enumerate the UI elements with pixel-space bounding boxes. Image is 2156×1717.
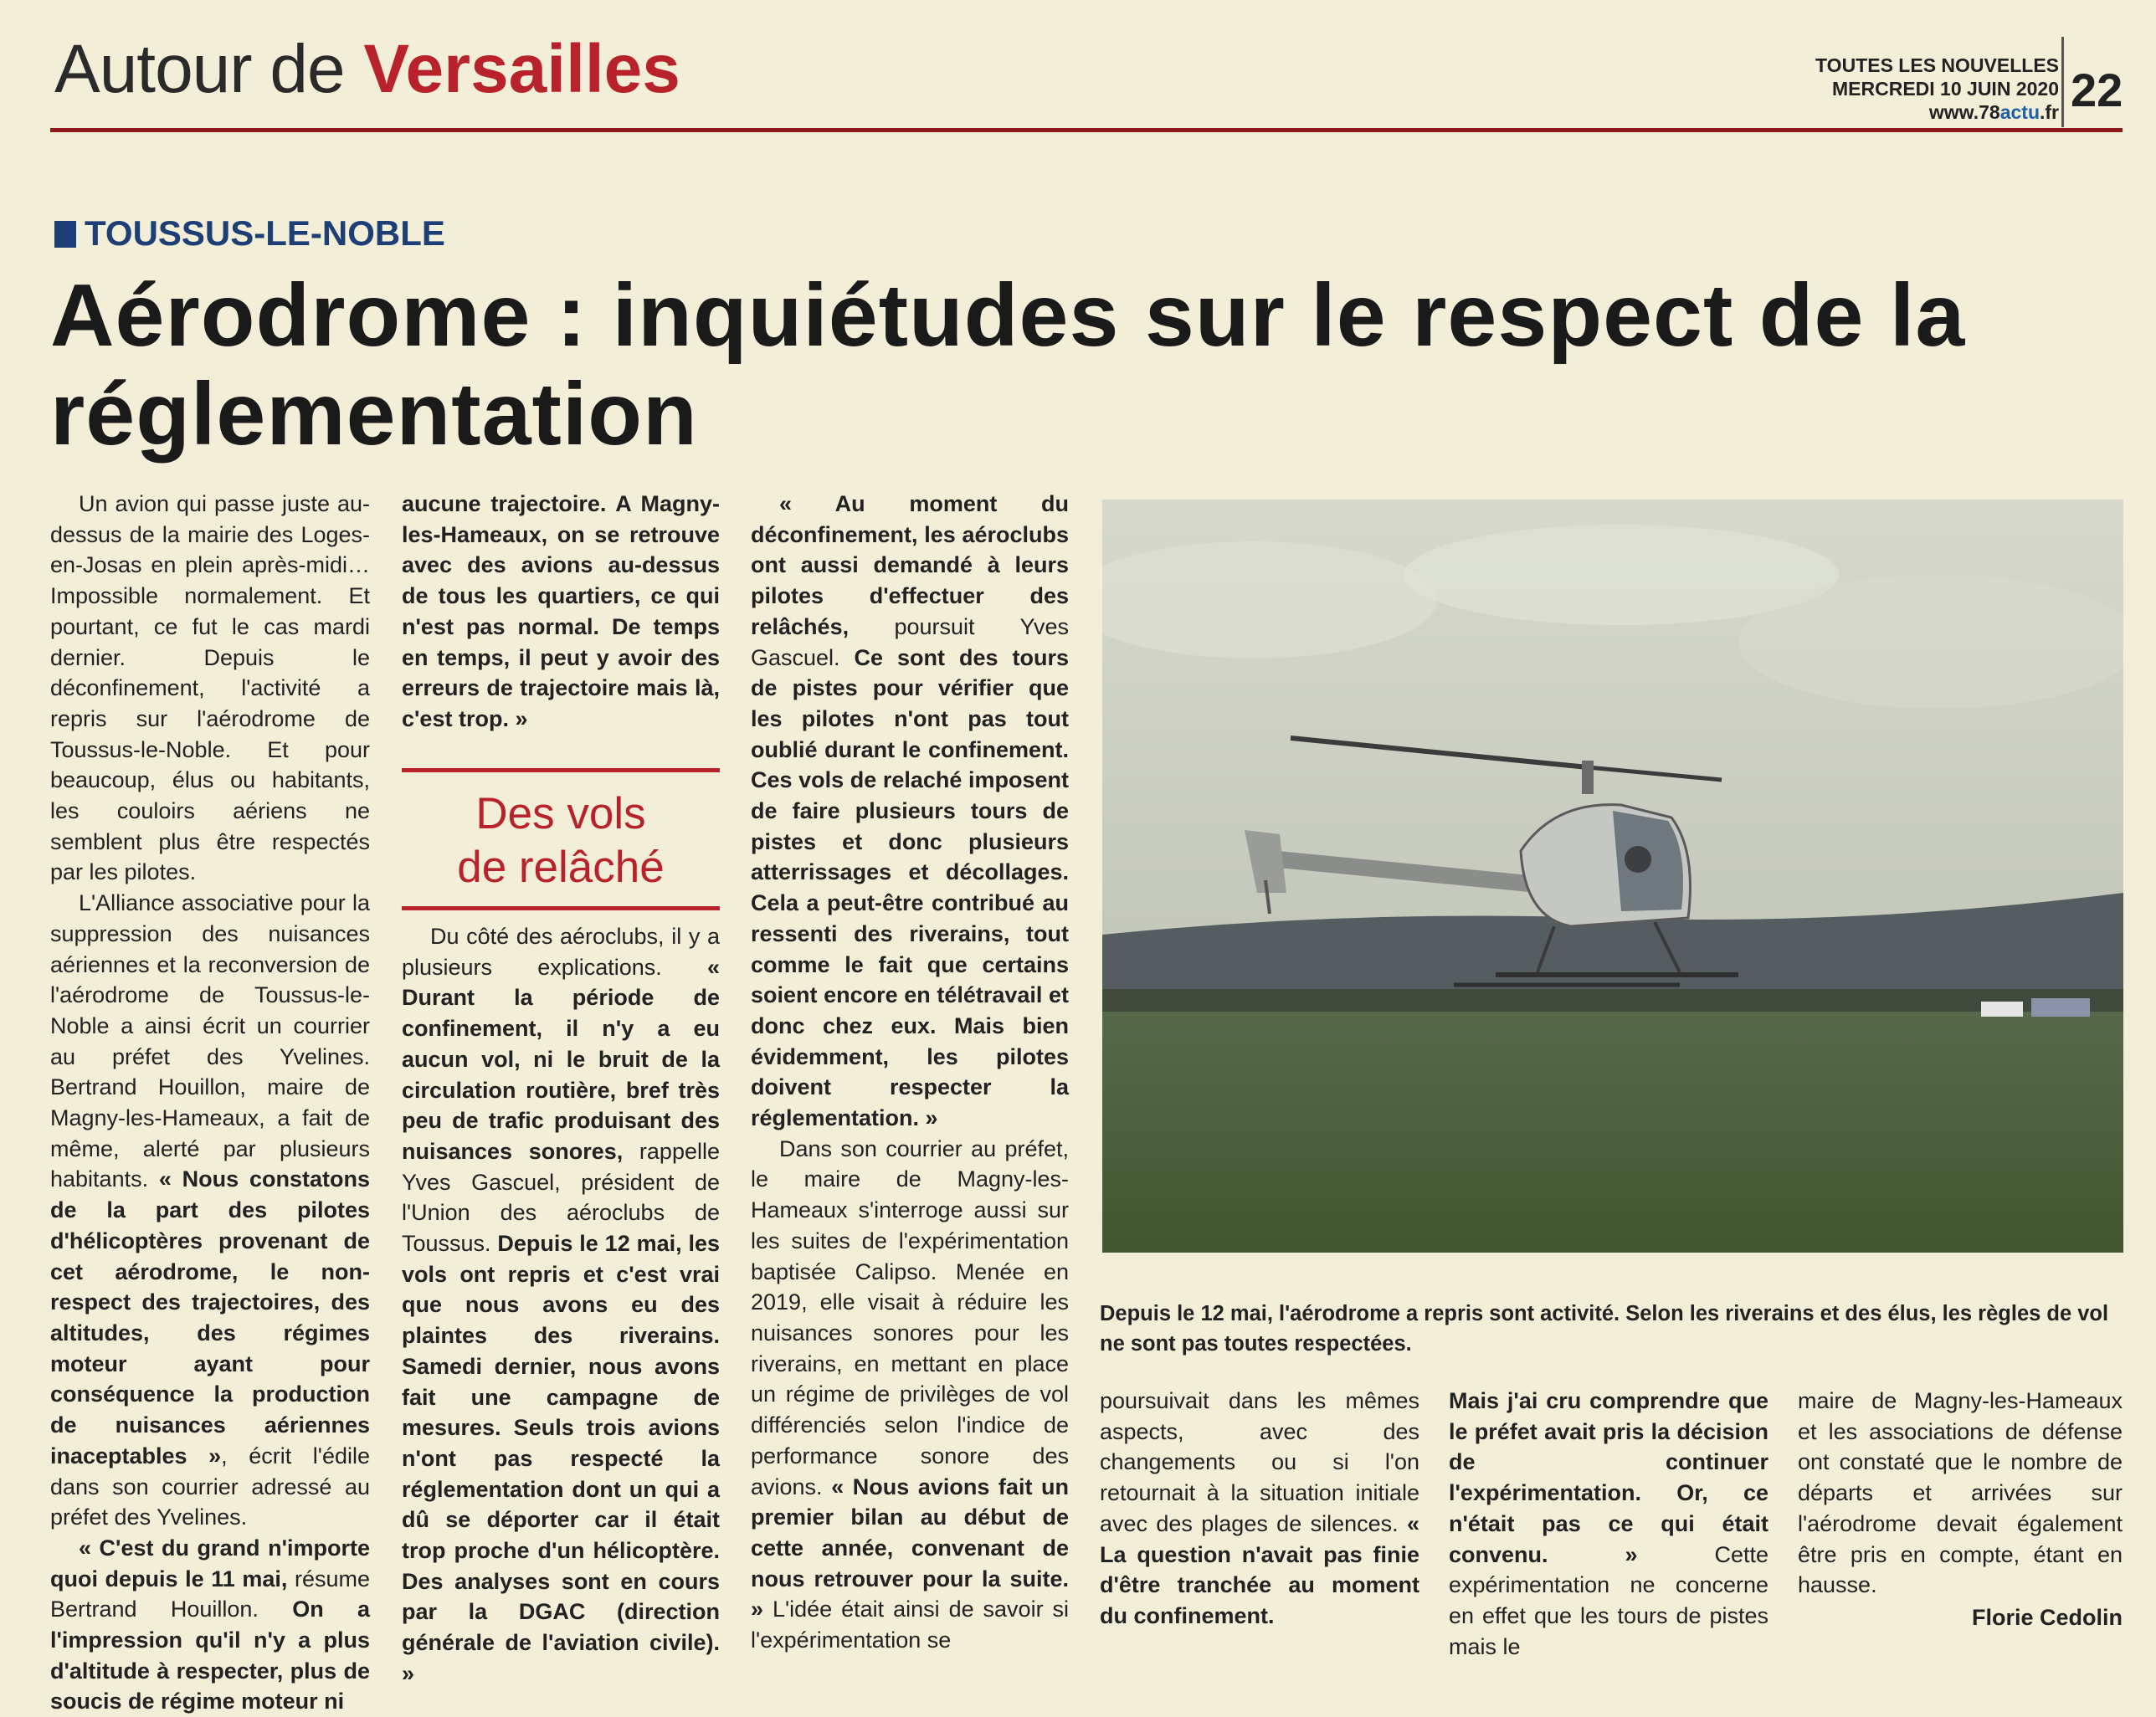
publication-url[interactable] <box>1815 100 2059 124</box>
text-run: Du côté des aéroclubs, il y a plusieurs explications. <box>402 924 720 980</box>
article-column-6 <box>1798 1386 2123 1633</box>
rubric <box>54 213 445 253</box>
quote: « Nous constatons de la part des pilotes d'hélicoptères provenant de cet aérodrome, le non-respect des trajectoires, des altitudes, des régimes moteur ayant pour conséquence la production de nuisances aériennes inaceptables » <box>50 1166 370 1468</box>
headline: Aérodrome : inquiétudes sur le respect de la réglementation <box>50 266 1966 464</box>
text-run: L'Alliance associative pour la suppression des nuisances aériennes et la reconversion de l'aérodrome de Toussus-le-Noble a ainsi écrit un courrier au préfet des Yvelines. Bertrand Houillon, maire de Magny-les-Hameaux, a fait de même, alerté par plusieurs habitants. <box>50 890 370 1192</box>
url-suffix: .fr <box>2040 101 2059 123</box>
quote: On a l'impression qu'il n'y a plus d'altitude à respecter, plus de soucis de régime moteur ni <box>50 1597 371 1714</box>
quote: « Durant la période de confinement, il n'y a eu aucun vol, ni le bruit de la circulation routière, bref très peu de trafic produisant des nuisances sonores, <box>402 954 720 1164</box>
text-run: résume Bertrand Houillon. <box>50 1566 370 1622</box>
subheading-line-2: de relâché <box>457 843 665 892</box>
paragraph: Un avion qui passe juste au-dessus de la mairie des Loges-en-Josas en plein après-midi… Impossible normalement. Et pourtant, ce fut le cas mardi dernier. Depuis le déconfinement, l'activité a repris sur l'aérodrome de Toussus-le-Noble. Et pour beaucoup, élus ou habitants, les couloirs aériens ne semblent plus être respectés par les pilotes. <box>50 491 370 885</box>
quote: aucune trajectoire. A Magny-les-Hameaux, on se retrouve avec des avions au-dessus de tous les quartiers, ce qui n'est pas normal. De temps en temps, il peut y avoir des erreurs de trajectoire mais là, c'est trop. » <box>402 491 720 731</box>
subheading-text <box>402 787 720 894</box>
quote: « La question n'avait pas finie d'être tranchée au moment du confinement. <box>1100 1510 1419 1628</box>
paragraph <box>751 489 1069 1134</box>
publication-date: MERCREDI 10 JUIN 2020 <box>1832 78 2059 100</box>
quote: Mais j'ai cru comprendre que le préfet avait pris la décision de continuer l'expérimentation. Or, ce n'était pas ce qui était convenu. » <box>1449 1388 1768 1567</box>
text-run: Dans son courrier au préfet, le maire de Magny-les-Hameaux s'interroge aussi sur les suites de l'expérimentation baptisée Calipso. Menée en 2019, elle visait à réduire les nuisances sonores pour les riverains, en mettant en place un régime de privilèges de vol différenciés selon l'indice de performance sonore des avions. <box>751 1135 1069 1499</box>
section-prefix: Autour de <box>54 31 345 107</box>
section-city: Versailles <box>363 31 680 107</box>
url-accent: actu <box>1999 101 2040 123</box>
article-column-1 <box>50 489 370 1717</box>
subheading-line-1: Des vols <box>475 789 646 838</box>
text-run: Cette expérimentation ne concerne en effet que les tours de pistes mais le <box>1449 1541 1768 1659</box>
helicopter-photo <box>1102 500 2123 1253</box>
section-title <box>54 31 680 107</box>
quote: « Nous avions fait un premier bilan au début de cette année, convenant de nous retrouver pour la suite. » <box>751 1474 1069 1622</box>
text-run: L'idée était ainsi de savoir si l'expérimentation se <box>751 1597 1069 1653</box>
helicopter-illustration <box>1102 500 2123 1253</box>
distant-vehicle <box>1981 1002 2023 1017</box>
quote: Ce sont des tours de pistes pour vérifier que les pilotes n'ont pas tout oublié durant le confinement. Ces vols de relaché imposent de faire plusieurs tours de pistes et donc plusieurs atterrissages et décollages. Cela a peut-être contribué au ressenti des riverains, tout comme le fait que certains soient encore en télétravail et donc chez eux. Mais bien évidemment, les pilotes doivent respecter la réglementation. » <box>751 644 1069 1131</box>
cloud <box>1738 575 2123 709</box>
url-prefix: www.78 <box>1928 101 2000 123</box>
byline: Florie Cedolin <box>1971 1604 2123 1630</box>
publication-name: TOUTES LES NOUVELLES <box>1815 54 2059 76</box>
paragraph <box>50 1533 370 1717</box>
text-run: poursuivait dans les mêmes aspects, avec des changements ou si l'on retournait à la situation initiale avec des plages de silences. <box>1100 1388 1419 1536</box>
rubric-label: TOUSSUS-LE-NOBLE <box>85 213 445 253</box>
article-column-3 <box>751 489 1069 1656</box>
subheading <box>402 768 720 910</box>
paragraph <box>1100 1386 1419 1632</box>
publication-info <box>1815 54 2059 124</box>
header-rule <box>50 128 2123 132</box>
rotor-mast <box>1582 761 1594 794</box>
rubric-square-icon <box>54 221 76 248</box>
paragraph <box>751 1134 1069 1656</box>
text-run: , écrit l'édile dans son courrier adressé au préfet des Yvelines. <box>50 1443 370 1530</box>
paragraph <box>50 888 370 1533</box>
paragraph <box>402 489 720 735</box>
photo-caption: Depuis le 12 mai, l'aérodrome a repris sont activité. Selon les riverains et des élus, les règles de vol ne sont pas toutes respectées. <box>1100 1302 2109 1356</box>
header-divider <box>2061 37 2064 127</box>
article-column-2-bottom <box>402 921 720 1689</box>
pilot <box>1625 846 1651 873</box>
distant-vehicle <box>2031 998 2090 1017</box>
quote: Depuis le 12 mai, les vols ont repris et c'est vrai que nous avons eu des plaintes des riverains. Samedi dernier, nous avons fait une campagne de mesures. Seuls trois avions n'ont pas respecté la réglementation dont un qui a dû se déporter car il était trop proche d'un hélicoptère. Des analyses sont en cours par la DGAC (direction générale de l'aviation civile). » <box>402 1231 720 1686</box>
article-column-2-top <box>402 489 720 735</box>
paragraph <box>402 921 720 1689</box>
quote: « C'est du grand n'importe quoi depuis le 11 mai, <box>50 1535 370 1591</box>
treeline <box>1102 989 2123 1014</box>
grass-field <box>1102 1012 2123 1253</box>
paragraph: maire de Magny-les-Hameaux et les associations de défense ont constaté que le nombre de départs et arrivées sur l'aérodrome devait également être pris en compte, étant en hausse. <box>1798 1388 2123 1598</box>
article-column-4 <box>1100 1386 1419 1632</box>
quote: « Au moment du déconfinement, les aéroclubs ont aussi demandé à leurs pilotes d'effectuer des relâchés, <box>751 491 1069 639</box>
page-number: 22 <box>2071 64 2123 116</box>
text-run: poursuit Yves Gascuel. <box>751 613 1069 670</box>
article-column-5 <box>1449 1386 1768 1662</box>
paragraph <box>1449 1386 1768 1662</box>
text-run: rappelle Yves Gascuel, président de l'Union des aéroclubs de Toussus. <box>402 1138 720 1257</box>
